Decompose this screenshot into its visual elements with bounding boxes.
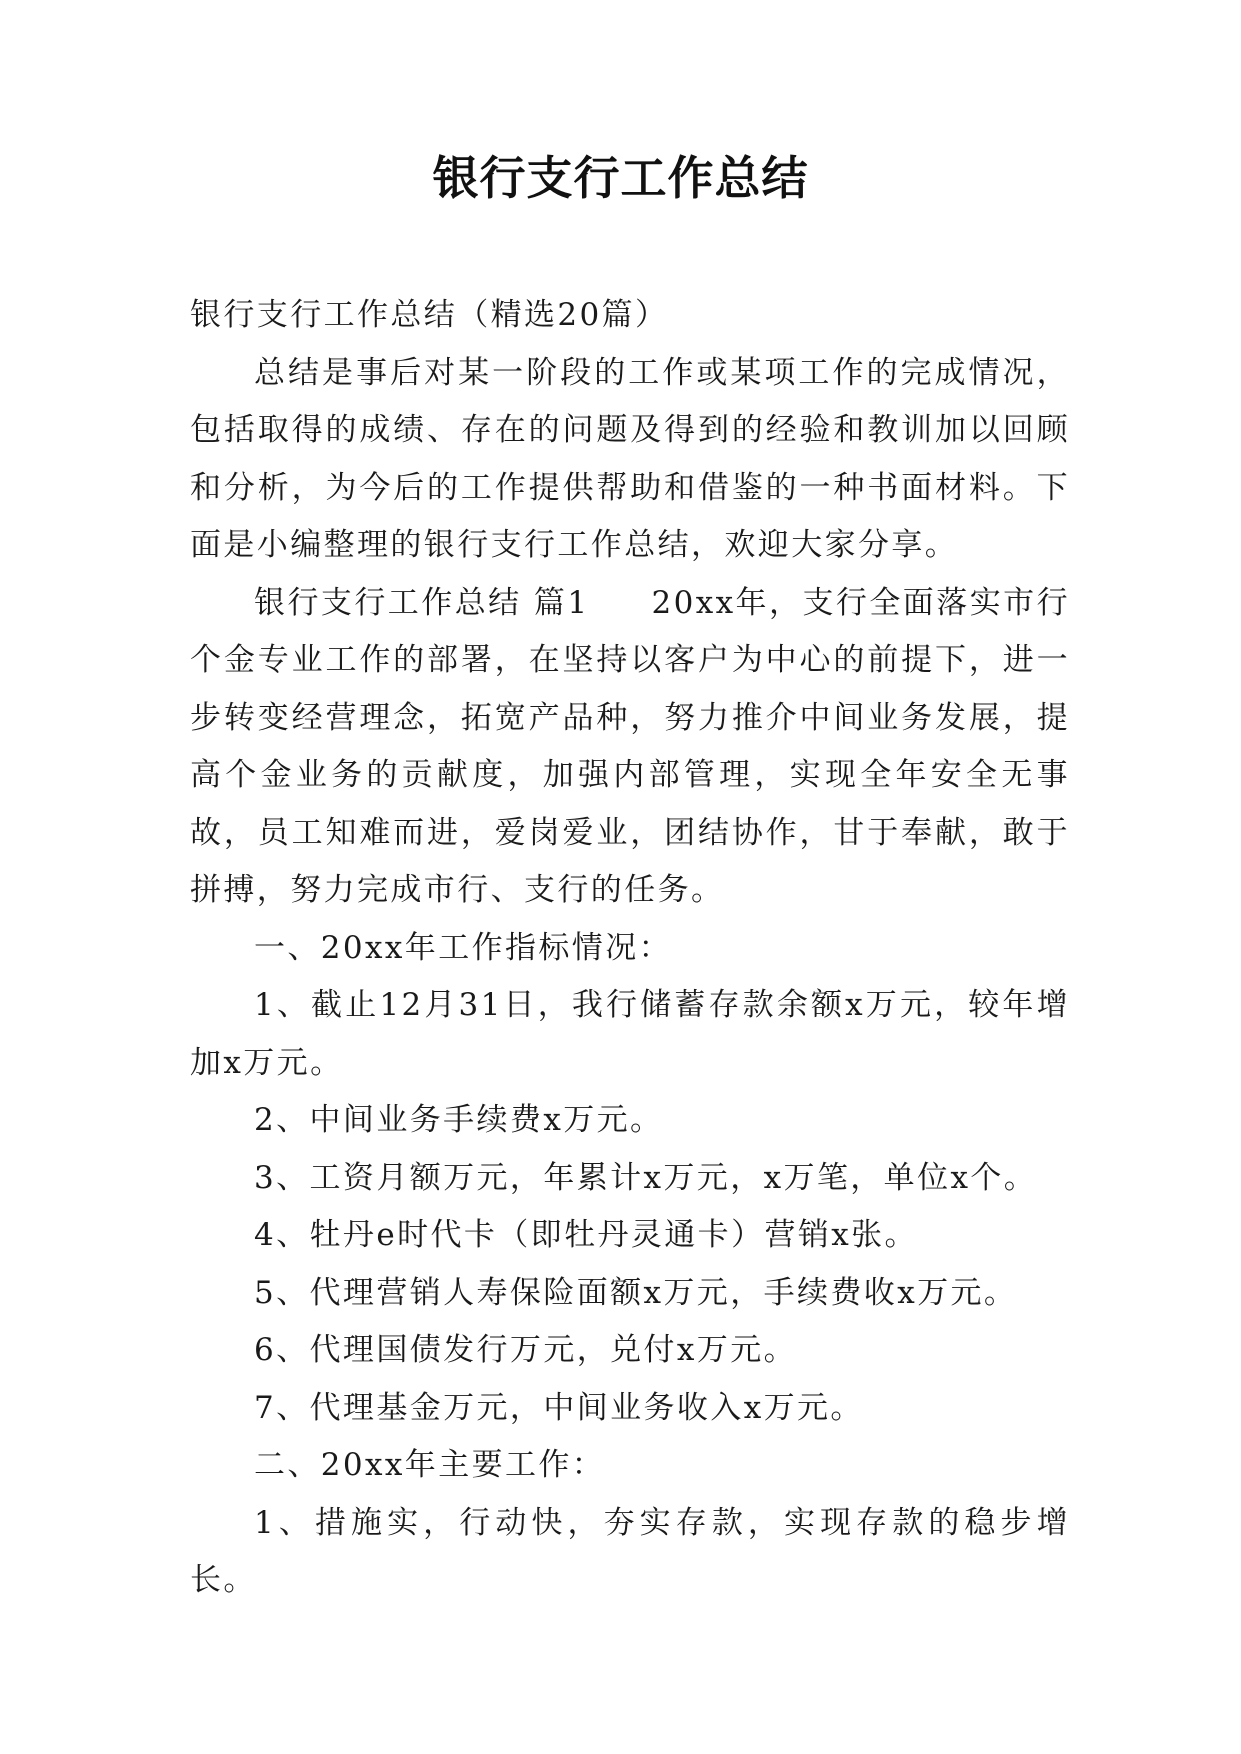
part1-item-5: 5、代理营销人寿保险面额x万元，手续费收x万元。 [254, 1274, 1018, 1311]
part1-heading: 一、20xx年工作指标情况： [254, 929, 673, 966]
part1-item-7: 7、代理基金万元，中间业务收入x万元。 [254, 1389, 864, 1426]
part1-item-6: 6、代理国债发行万元，兑付x万元。 [254, 1332, 798, 1368]
part1-item-3: 3、工资月额万元，年累计x万元，x万笔，单位x个。 [254, 1159, 1038, 1196]
document-body [190, 287, 1070, 1610]
intro-paragraph: 总结是事后对某一阶段的工作或某项工作的完成情况，包括取得的成绩、存在的问题及得到的经验和教训加以回顾和分析，为今后的工作提供帮助和借鉴的一种书面材料。下面是小编整理的银行支行工作总结，欢迎大家分享。 [190, 354, 1070, 563]
part2-heading: 二、20xx年主要工作： [254, 1447, 606, 1483]
part1-item-2: 2、中间业务手续费x万元。 [254, 1102, 664, 1138]
part2-item-1: 1、措施实，行动快，夯实存款，实现存款的稳步增长。 [190, 1504, 1070, 1598]
section1-text: 20xx年，支行全面落实市行个金专业工作的部署，在坚持以客户为中心的前提下，进一步转变经营理念，拓宽产品种，努力推介中间业务发展，提高个金业务的贡献度，加强内部管理，实现全年安全无事故，员工知难而进，爱岗爱业，团结协作，甘于奉献，敢于拼搏，努力完成市行、支行的任务。 [190, 584, 1070, 908]
document-title: 银行支行工作总结 [432, 151, 809, 205]
document-subtitle: 银行支行工作总结（精选20篇） [190, 297, 669, 333]
part1-item-4: 4、牡丹e时代卡（即牡丹灵通卡）营销x张。 [254, 1217, 918, 1253]
part1-item-1: 1、截止12月31日，我行储蓄存款余额x万元，较年增加x万元。 [190, 987, 1070, 1081]
section1-paragraph [190, 575, 1070, 920]
section1-heading: 银行支行工作总结 篇1 [254, 584, 590, 621]
